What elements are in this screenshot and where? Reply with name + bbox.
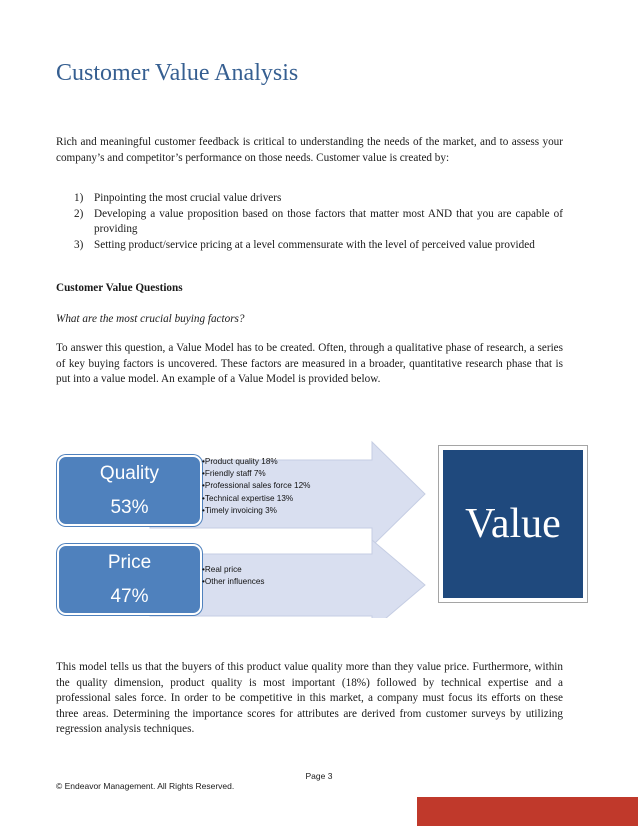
factor-item: •Timely invoicing 3% <box>202 505 277 515</box>
copyright-notice: © Endeavor Management. All Rights Reserved. <box>56 781 235 791</box>
footer-accent-bar <box>417 797 638 826</box>
answer-paragraph: To answer this question, a Value Model has to be created. Often, through a qualitative phase of research, a series of key buying factors is uncovered. These factors are measured in a broader, quantitative research phase that is put into a value model. An example of a Value Model is provided below. <box>56 342 563 386</box>
list-number: 3) <box>74 238 84 251</box>
page-title: Customer Value Analysis <box>56 60 299 86</box>
quality-label: Quality <box>99 463 160 484</box>
list-text: Developing a value proposition based on those factors that matter most AND that you are capable of providing <box>94 207 563 236</box>
conclusion-paragraph: This model tells us that the buyers of this product value quality more than they value price. Furthermore, within the quality dimension, product quality is most important (18%) followed by technical expertise and a professional sales force. In order to be competitive in this market, a company must focus its efforts on these three areas. Determining the importance scores for attributes are derived from customer surveys by utilizing regression analysis techniques. <box>56 661 563 736</box>
factor-item: •Professional sales force 12% <box>202 481 311 491</box>
page-number: Page 3 <box>305 771 333 781</box>
quality-factors <box>202 456 310 517</box>
price-label: Price <box>107 552 152 573</box>
price-box <box>57 544 202 615</box>
list-number: 2) <box>74 207 84 220</box>
list-item <box>74 191 563 207</box>
factor-item: •Product quality 18% <box>202 457 278 466</box>
list-text: Pinpointing the most crucial value drivers <box>94 192 282 204</box>
quality-box <box>57 455 202 526</box>
factor-item: •Technical expertise 13% <box>202 493 294 503</box>
factor-item: •Other influences <box>202 577 265 587</box>
price-factors <box>202 564 265 588</box>
factor-item: •Real price <box>202 565 242 574</box>
value-model-diagram <box>50 438 590 618</box>
section-heading: Customer Value Questions <box>56 282 183 294</box>
list-number: 1) <box>74 192 84 204</box>
list-text: Setting product/service pricing at a level commensurate with the level of perceived value provided <box>94 238 535 251</box>
list-item <box>74 238 563 254</box>
list-item <box>74 207 563 238</box>
quality-percent: 53% <box>110 497 149 518</box>
intro-paragraph: Rich and meaningful customer feedback is critical to understanding the needs of the market, and to assess your company’s and competitor’s performance on those needs. Customer value is created by: <box>56 136 563 164</box>
factor-item: •Friendly staff 7% <box>202 469 266 479</box>
value-creation-list <box>74 191 563 253</box>
value-box: Value <box>439 446 587 602</box>
question-text: What are the most crucial buying factors? <box>56 313 245 325</box>
price-percent: 47% <box>110 586 149 607</box>
